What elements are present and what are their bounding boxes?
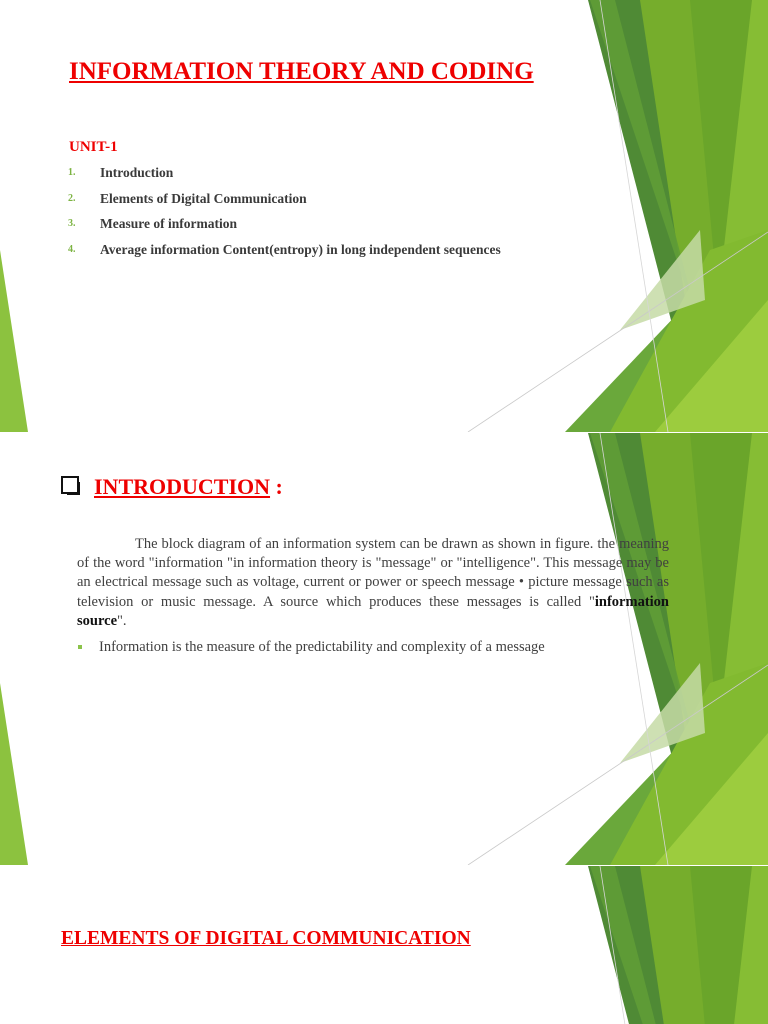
- paragraph-main: The block diagram of an information system can be drawn as shown in figure. the meaning of the word "information "in information theory is "message" or "intelligence". This message may be an electrical message such as voltage, current or power or speech message • picture message such as television or music message. A source which produces these messages is called ": [77, 536, 669, 610]
- slide-1: [0, 0, 768, 432]
- list-number: 4.: [68, 243, 76, 255]
- paragraph-end: ".: [117, 612, 127, 629]
- slide-2: [0, 433, 768, 865]
- heading-suffix: :: [270, 474, 283, 499]
- list-text: Average information Content(entropy) in long independent sequences: [100, 241, 501, 257]
- slide-title: INFORMATION THEORY AND CODING: [69, 58, 534, 85]
- list-number: 1.: [68, 167, 76, 178]
- checkbox-bullet-icon: [61, 476, 79, 494]
- section-heading: [94, 474, 283, 500]
- bullet-text: Information is the measure of the predictability and complexity of a message: [99, 639, 545, 655]
- slide-title: ELEMENTS OF DIGITAL COMMUNICATION: [61, 928, 471, 949]
- unit-label: UNIT-1: [69, 139, 118, 155]
- square-bullet-icon: [78, 645, 82, 649]
- list-text: Measure of information: [100, 216, 237, 231]
- list-number: 2.: [68, 192, 76, 204]
- list-text: Introduction: [100, 165, 174, 180]
- paragraph-bold: information source: [77, 593, 669, 629]
- list-number: 3.: [68, 218, 76, 229]
- intro-paragraph: [77, 535, 669, 631]
- slide-3: [0, 866, 768, 1024]
- list-text: Elements of Digital Communication: [100, 190, 307, 206]
- heading-text: INTRODUCTION: [94, 474, 271, 499]
